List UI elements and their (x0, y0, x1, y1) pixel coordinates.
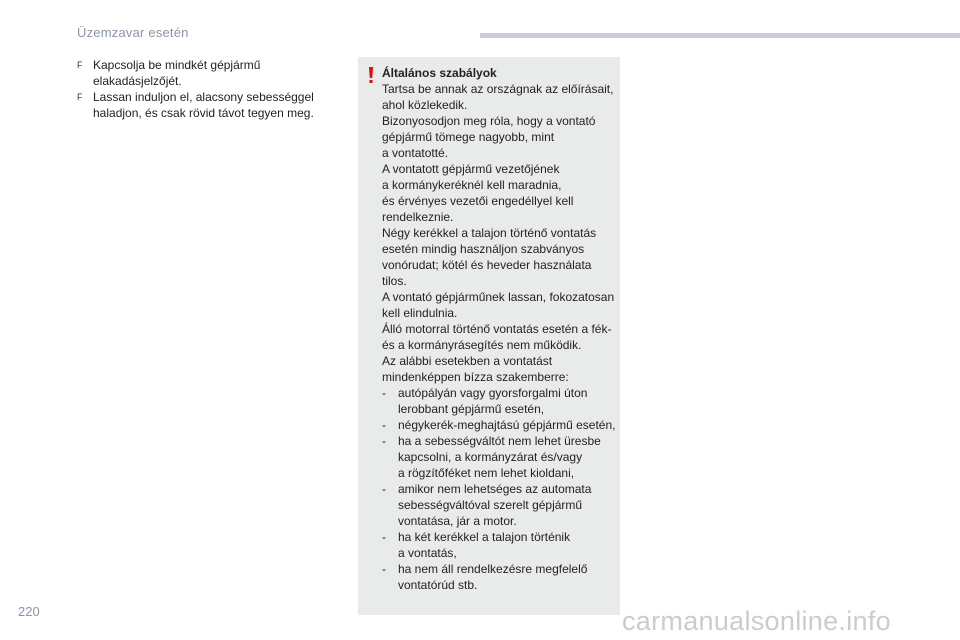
header-accent-bar (480, 33, 960, 38)
list-item-text: ha nem áll rendelkezésre megfelelő vontatórúd stb. (398, 562, 588, 592)
list-item-text: autópályán vagy gyorsforgalmi úton lerobbant gépjármű esetén, (398, 386, 588, 416)
dash-marker: - (382, 418, 386, 432)
list-item-text: amikor nem lehetséges az automata sebességváltóval szerelt gépjármű vontatása, jár a motor. (398, 482, 592, 528)
warning-box (358, 57, 620, 615)
warning-paragraph: Négy kerékkel a talajon történő vontatás esetén mindig használjon szabványos vonórudat; kötél és heveder használata tilos. (382, 226, 597, 288)
expert-cases-list (382, 385, 618, 593)
list-item (382, 561, 618, 593)
instruction-list (77, 57, 347, 121)
bullet-arrow-icon: F (77, 92, 83, 102)
warning-paragraph: Álló motorral történő vontatás esetén a fék- és a kormányrásegítés nem működik. (382, 322, 612, 352)
list-item (382, 481, 618, 529)
warning-paragraph: Bizonyosodjon meg róla, hogy a vontató gépjármű tömege nagyobb, mint a vontatotté. (382, 114, 596, 160)
list-item (382, 417, 618, 433)
dash-marker: - (382, 530, 386, 544)
list-item (77, 89, 347, 121)
dash-marker: - (382, 482, 386, 496)
list-item (77, 57, 347, 89)
warning-paragraph: Tartsa be annak az országnak az előírásait, ahol közlekedik. (382, 82, 614, 112)
warning-content (382, 65, 618, 593)
warning-paragraph: A vontatott gépjármű vezetőjének a kormánykeréknél kell maradnia, és érvényes vezetői engedéllyel kell rendelkeznie. (382, 162, 574, 224)
warning-paragraph: A vontató gépjárműnek lassan, fokozatosan kell elindulnia. (382, 290, 615, 320)
warning-title: Általános szabályok (382, 66, 497, 80)
bullet-text: Kapcsolja be mindkét gépjármű elakadásjelzőjét. (93, 58, 261, 88)
list-item-text: négykerék-meghajtású gépjármű esetén, (398, 418, 616, 432)
dash-marker: - (382, 386, 386, 400)
list-item-text: ha két kerékkel a talajon történik a vontatás, (398, 530, 571, 560)
page-number: 220 (18, 604, 40, 619)
dash-marker: - (382, 562, 386, 576)
watermark: carmanualsonline.info (622, 606, 891, 636)
list-item (382, 433, 618, 481)
exclamation-icon (366, 66, 376, 84)
bullet-arrow-icon: F (77, 60, 83, 70)
section-title: Üzemzavar esetén (77, 25, 189, 40)
list-item (382, 529, 618, 561)
warning-paragraph: Az alábbi esetekben a vontatást mindenképpen bízza szakemberre: (382, 354, 569, 384)
list-item (382, 385, 618, 417)
bullet-text: Lassan induljon el, alacsony sebességgel haladjon, és csak rövid távot tegyen meg. (93, 90, 314, 120)
list-item-text: ha a sebességváltót nem lehet üresbe kapcsolni, a kormányzárat és/vagy a rögzítőféket nem lehet kioldani, (398, 434, 601, 480)
dash-marker: - (382, 434, 386, 448)
